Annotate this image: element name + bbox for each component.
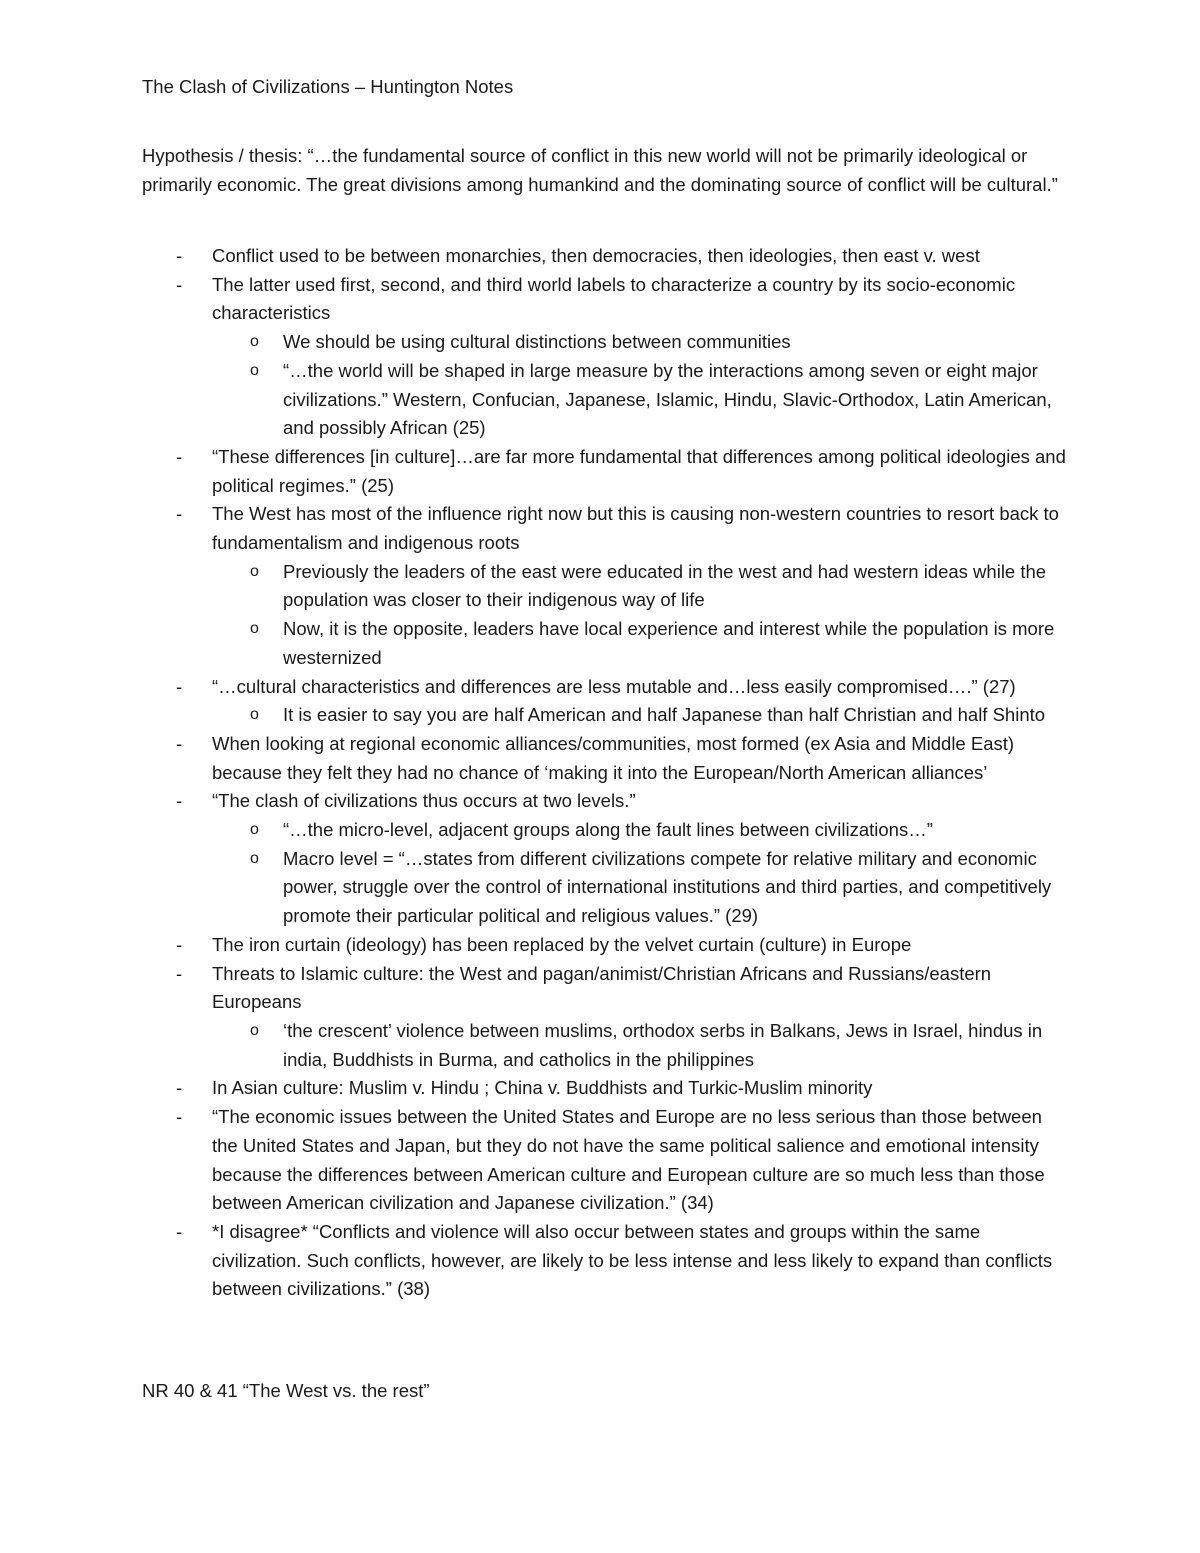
circle-bullet-icon: o xyxy=(250,821,259,839)
circle-bullet-icon: o xyxy=(250,361,259,379)
circle-bullet-icon: o xyxy=(250,333,259,351)
notes-list xyxy=(142,242,1072,1304)
bullet-text: Now, it is the opposite, leaders have local experience and interest while the population is more westernized xyxy=(283,618,1055,668)
dash-bullet-icon: - xyxy=(176,790,183,812)
bullet-text: The West has most of the influence right now but this is causing non-western countries to resort back to fundamentalism and indigenous roots xyxy=(212,503,1059,554)
bullet-item xyxy=(142,1218,1072,1304)
document-title: The Clash of Civilizations – Huntington Notes xyxy=(142,76,514,97)
sub-bullet-item xyxy=(142,1017,1072,1074)
sub-bullet-item xyxy=(142,701,1072,730)
sub-bullet-item xyxy=(142,845,1072,931)
bullet-item xyxy=(142,960,1072,1017)
sub-bullet-item xyxy=(142,816,1072,845)
circle-bullet-icon: o xyxy=(250,562,259,580)
bullet-item xyxy=(142,271,1072,328)
bullet-text: Macro level = “…states from different civilizations compete for relative military and economic power, struggle over the control of international institutions and third parties, and competitively promote their particular political and religious values.” (29) xyxy=(283,847,1052,927)
dash-bullet-icon: - xyxy=(176,1077,183,1099)
bullet-item xyxy=(142,931,1072,960)
circle-bullet-icon: o xyxy=(250,849,259,867)
bullet-text: We should be using cultural distinctions between communities xyxy=(283,331,791,353)
dash-bullet-icon: - xyxy=(176,273,183,295)
bullet-text: Threats to Islamic culture: the West and pagan/animist/Christian Africans and Russians/eastern Europeans xyxy=(212,962,992,1013)
circle-bullet-icon: o xyxy=(250,1021,259,1039)
dash-bullet-icon: - xyxy=(176,732,183,754)
bullet-item xyxy=(142,500,1072,557)
bullet-item xyxy=(142,443,1072,500)
dash-bullet-icon: - xyxy=(176,1220,183,1242)
bullet-text: ‘the crescent’ violence between muslims, orthodox serbs in Balkans, Jews in Israel, hindus in india, Buddhists in Burma, and catholics in the philippines xyxy=(283,1019,1043,1070)
bullet-text: “These differences [in culture]…are far more fundamental that differences among political ideologies and political regimes.” (25) xyxy=(212,445,1066,496)
dash-bullet-icon: - xyxy=(176,445,183,467)
bullet-text: *I disagree* “Conflicts and violence will also occur between states and groups within the same civilization. Such conflicts, however, are likely to be less intense and less likely to expand than conflicts between civilizations.” (38) xyxy=(212,1220,1053,1300)
bullet-item xyxy=(142,673,1072,702)
bullet-text: Previously the leaders of the east were educated in the west and had western ideas while the population was closer to their indigenous way of life xyxy=(283,560,1047,611)
bullet-item xyxy=(142,242,1072,271)
bullet-text: Conflict used to be between monarchies, then democracies, then ideologies, then east v. west xyxy=(212,245,980,266)
bullet-text: “The economic issues between the United States and Europe are no less serious than those between the United States and Japan, but they do not have the same political salience and emotional intensity because the differences between American culture and European culture are so much less than those between American civilization and Japanese civilization.” (34) xyxy=(212,1106,1045,1214)
bullet-text: The iron curtain (ideology) has been replaced by the velvet curtain (culture) in Europe xyxy=(212,933,912,955)
dash-bullet-icon: - xyxy=(176,245,183,266)
bullet-text: It is easier to say you are half American and half Japanese than half Christian and half Shinto xyxy=(283,704,1046,726)
dash-bullet-icon: - xyxy=(176,1106,183,1128)
dash-bullet-icon: - xyxy=(176,503,183,525)
bullet-text: The latter used first, second, and third world labels to characterize a country by its socio-economic characteristics xyxy=(212,273,1016,324)
sub-bullet-item xyxy=(142,328,1072,357)
bullet-item xyxy=(142,1103,1072,1218)
sub-bullet-item xyxy=(142,558,1072,615)
bullet-text: “…cultural characteristics and differences are less mutable and…less easily compromised….” (27) xyxy=(212,675,1016,697)
bullet-text: When looking at regional economic alliances/communities, most formed (ex Asia and Middle East) because they felt they had no chance of ‘making it into the European/North American alliances’ xyxy=(212,732,1015,783)
thesis-paragraph: Hypothesis / thesis: “…the fundamental source of conflict in this new world will not be primarily ideological or primarily economic. The great divisions among humankind and the dominating source of conflict will be cultural.” xyxy=(142,145,1058,195)
bullet-text: “…the micro-level, adjacent groups along the fault lines between civilizations…” xyxy=(283,819,933,841)
bullet-text: “The clash of civilizations thus occurs at two levels.” xyxy=(212,790,636,812)
dash-bullet-icon: - xyxy=(176,962,183,984)
bullet-item xyxy=(142,787,1072,816)
dash-bullet-icon: - xyxy=(176,933,183,955)
sub-bullet-item xyxy=(142,615,1072,672)
circle-bullet-icon: o xyxy=(250,620,259,638)
bullet-item xyxy=(142,730,1072,787)
sub-bullet-item xyxy=(142,357,1072,443)
bullet-text: “…the world will be shaped in large measure by the interactions among seven or eight major civilizations.” Western, Confucian, Japanese, Islamic, Hindu, Slavic-Orthodox, Latin American, and possibly African (25) xyxy=(283,359,1052,439)
bullet-text: In Asian culture: Muslim v. Hindu ; China v. Buddhists and Turkic-Muslim minority xyxy=(212,1077,873,1099)
circle-bullet-icon: o xyxy=(250,706,259,724)
section-heading-west-vs-rest: NR 40 & 41 “The West vs. the rest” xyxy=(142,1380,430,1401)
dash-bullet-icon: - xyxy=(176,675,183,697)
bullet-item xyxy=(142,1074,1072,1103)
